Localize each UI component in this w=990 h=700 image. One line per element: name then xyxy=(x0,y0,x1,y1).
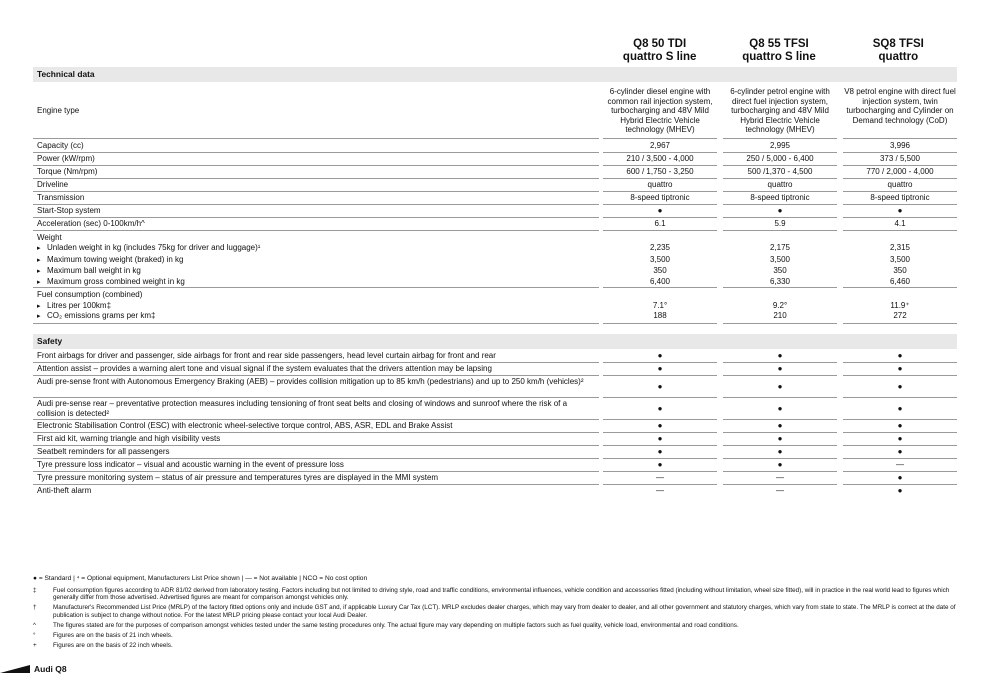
spec-value: 600 / 1,750 - 3,250 xyxy=(626,167,694,176)
spec-value: 6,400 xyxy=(649,277,671,286)
model-variant: quattro xyxy=(878,51,919,63)
footnote-text: Figures are on the basis of 21 inch wheels. xyxy=(53,631,173,639)
availability-mark: ● xyxy=(657,382,663,391)
availability-mark: ● xyxy=(657,364,663,373)
spec-value: 5.9 xyxy=(774,219,786,228)
spec-label: Start-Stop system xyxy=(37,206,101,215)
spec-row-acceleration xyxy=(33,219,957,231)
footnote-symbol: ‡ xyxy=(33,587,37,594)
footnote xyxy=(33,632,958,639)
safety-row-esc xyxy=(33,421,957,433)
spec-value: V8 petrol engine with direct fuel injection system, twin turbocharging and Cylinder on Demand technology (CoD) xyxy=(844,87,956,125)
spec-value: 2,175 xyxy=(769,243,791,252)
spec-value: 6,330 xyxy=(769,277,791,286)
availability-mark: ● xyxy=(657,404,663,413)
standard-dot: ● xyxy=(777,206,783,215)
footnote-symbol: † xyxy=(33,604,37,612)
availability-mark: ● xyxy=(657,447,663,456)
spec-label: Tyre pressure loss indicator – visual and acoustic warning in the event of pressure loss xyxy=(37,460,344,469)
spec-value: 6-cylinder petrol engine with direct fuel injection system, turbocharging and 48V Mild Hybrid Electric Vehicle technology (MHEV) xyxy=(730,87,830,135)
spec-label: Electronic Stabilisation Control (ESC) with electronic wheel-selective torque control, ABS, ASR, EDL and Brake Assist xyxy=(37,421,453,430)
availability-mark: ● xyxy=(897,486,903,495)
spec-value: 6,460 xyxy=(889,277,911,286)
footnote-text: Figures are on the basis of 22 inch wheels. xyxy=(53,641,173,649)
spec-value: 8-speed tiptronic xyxy=(630,193,690,202)
model-header-q8-50-tdi xyxy=(600,38,719,64)
availability-mark: ● xyxy=(657,351,663,360)
section-technical-data: Technical data xyxy=(33,67,957,82)
group-heading: Weight xyxy=(37,233,62,242)
footnote xyxy=(33,587,958,602)
brand-accent-bar xyxy=(0,665,30,673)
availability-mark: ● xyxy=(657,434,663,443)
spec-row-power xyxy=(33,154,957,166)
model-name: Q8 50 TDI xyxy=(633,38,687,50)
brand-footer: Audi Q8 xyxy=(34,664,67,674)
spec-value: 2,235 xyxy=(649,243,671,252)
spec-label: Power (kW/rpm) xyxy=(37,154,95,163)
spec-row-unladen-weight xyxy=(33,243,957,254)
availability-mark: ● xyxy=(897,364,903,373)
spec-label: ▸ Maximum ball weight in kg xyxy=(37,266,597,277)
standard-dot: ● xyxy=(897,206,903,215)
availability-mark: ● xyxy=(777,447,783,456)
availability-mark: ● xyxy=(897,351,903,360)
spec-row-start-stop xyxy=(33,206,957,218)
availability-mark: ● xyxy=(777,434,783,443)
spec-value: 350 xyxy=(773,266,787,275)
spec-value: 210 xyxy=(773,311,787,320)
spec-value: 350 xyxy=(653,266,667,275)
spec-value: 8-speed tiptronic xyxy=(750,193,810,202)
spec-value: 210 / 3,500 - 4,000 xyxy=(626,154,694,163)
spec-label: ▸ Maximum towing weight (braked) in kg xyxy=(37,255,597,266)
footnote xyxy=(33,642,958,649)
spec-value: 3,500 xyxy=(889,255,911,264)
spec-row-towing-weight xyxy=(33,255,957,266)
spec-row-transmission xyxy=(33,193,957,205)
spec-value: 272 xyxy=(893,311,907,320)
spec-value: 2,967 xyxy=(649,141,671,150)
spec-label: Front airbags for driver and passenger, side airbags for front and rear side passengers, head level curtain airbag for front and rear xyxy=(37,351,496,360)
model-variant: quattro S line xyxy=(742,51,816,63)
spec-row-ball-weight xyxy=(33,266,957,277)
spec-label: Driveline xyxy=(37,180,69,189)
availability-mark: ● xyxy=(897,434,903,443)
spec-value: 188 xyxy=(653,311,667,320)
spec-value: quattro xyxy=(767,180,793,189)
spec-value: 11.9⁺ xyxy=(890,301,910,310)
spec-label: Seatbelt reminders for all passengers xyxy=(37,447,170,456)
footnote xyxy=(33,604,958,619)
footnote-symbol: ° xyxy=(33,631,36,639)
spec-value: 2,995 xyxy=(769,141,791,150)
availability-mark: ● xyxy=(777,460,783,469)
spec-value: 9.2° xyxy=(772,301,788,310)
spec-value: 250 / 5,000 - 6,400 xyxy=(746,154,814,163)
safety-row-airbags xyxy=(33,351,957,363)
spec-row-gross-weight xyxy=(33,277,957,288)
availability-mark: ● xyxy=(657,460,663,469)
safety-row-tyre-pressure-monitoring xyxy=(33,473,957,485)
spec-label: ▸ Maximum gross combined weight in kg xyxy=(37,277,597,288)
footnote-symbol: ^ xyxy=(33,621,36,629)
spec-label: Acceleration (sec) 0-100km/h^ xyxy=(37,219,145,228)
spec-label: Engine type xyxy=(37,106,80,115)
spec-label: Tyre pressure monitoring system – status of air pressure and temperatures tyres are displayed in the MMI system xyxy=(37,473,439,482)
spec-label: Capacity (cc) xyxy=(37,141,84,150)
availability-mark: ● xyxy=(897,382,903,391)
spec-label: Transmission xyxy=(37,193,85,202)
symbol-legend: ● = Standard | ⁴ = Optional equipment, Manufacturers List Price shown | — = Not available | NCO = No cost option xyxy=(33,575,368,582)
spec-value: 8-speed tiptronic xyxy=(870,193,930,202)
availability-mark: ● xyxy=(777,421,783,430)
spec-value: 3,500 xyxy=(769,255,791,264)
spec-label: First aid kit, warning triangle and high visibility vests xyxy=(37,434,221,443)
availability-mark: ● xyxy=(897,447,903,456)
spec-row-co2-emissions xyxy=(33,311,957,322)
spec-row-torque xyxy=(33,167,957,179)
spec-row-engine-type xyxy=(33,87,957,139)
spec-value: 6-cylinder diesel engine with common rail injection system, turbocharging and 48V Mild Hybrid Electric Vehicle technology (MHEV) xyxy=(607,87,713,135)
availability-mark: ● xyxy=(777,364,783,373)
spec-label: ▸ Litres per 100km‡ xyxy=(37,301,597,312)
footnote-text: Fuel consumption figures according to ADR 81/02 derived from laboratory testing. Factors including but not limited to driving style, road and traffic conditions, environmental influences, vehicle condition and accessories fitted (including without limitation, wheel size fitted), will in practice in the real world lead to figures which generally differ from those advertised. Advertised figures are meant for comparison amongst vehicles only. xyxy=(53,587,950,602)
availability-mark: ● xyxy=(897,421,903,430)
availability-mark: ● xyxy=(777,382,783,391)
spec-value: 3,500 xyxy=(649,255,671,264)
safety-row-first-aid-kit xyxy=(33,434,957,446)
safety-row-tyre-pressure-loss xyxy=(33,460,957,472)
availability-mark: — xyxy=(656,473,664,482)
availability-mark: ● xyxy=(897,473,903,482)
spec-value: 500 /1,370 - 4,500 xyxy=(747,167,813,176)
spec-label: Audi pre-sense front with Autonomous Emergency Braking (AEB) – provides collision mitigation up to 85 km/h (pedestrians) and up to 250 km/h (vehicles)² xyxy=(37,377,584,386)
availability-mark: ● xyxy=(777,404,783,413)
availability-mark: — xyxy=(776,473,784,482)
safety-row-pre-sense-front xyxy=(33,377,957,398)
safety-row-attention-assist xyxy=(33,364,957,376)
group-heading: Fuel consumption (combined) xyxy=(37,290,143,299)
section-safety: Safety xyxy=(33,334,957,349)
spec-value: quattro xyxy=(647,180,673,189)
model-name: SQ8 TFSI xyxy=(872,38,924,50)
spec-value: 3,996 xyxy=(889,141,911,150)
spec-label: Anti-theft alarm xyxy=(37,486,92,495)
spec-label: Attention assist – provides a warning alert tone and visual signal if the system evaluates that the drivers attention may be lapsing xyxy=(37,364,492,373)
model-variant: quattro S line xyxy=(622,51,697,63)
spec-value: 4.1 xyxy=(894,219,906,228)
footnote-text: The figures stated are for the purposes of comparison amongst vehicles tested under the same testing procedures only. The actual figure may vary depending on multiple factors such as fuel quality, vehicle load, environmental and road conditions. xyxy=(53,621,739,629)
model-header-sq8-tfsi xyxy=(839,38,958,64)
spec-label: Audi pre-sense rear – preventative protection measures including tensioning of front seat belts and closing of windows and sunroof where the risk of a collision is detected² xyxy=(37,399,568,418)
footnote-symbol: + xyxy=(33,641,37,649)
spec-label: ▸ CO₂ emissions grams per km‡ xyxy=(37,311,597,322)
spec-value: 770 / 2,000 - 4,000 xyxy=(866,167,934,176)
spec-value: 6.1 xyxy=(654,219,666,228)
availability-mark: ● xyxy=(777,351,783,360)
availability-mark: — xyxy=(776,486,784,495)
availability-mark: ● xyxy=(657,421,663,430)
footnotes xyxy=(33,587,958,652)
spec-value: 7.1° xyxy=(652,301,668,310)
model-header-q8-55-tfsi xyxy=(719,38,838,64)
spec-value: 2,315 xyxy=(889,243,911,252)
footnote-text: Manufacturer's Recommended List Price (MRLP) of the factory fitted options only and include GST and, if applicable Luxury Car Tax (LCT). MRLP excludes dealer charges, which may vary from dealer to dealer, and all other government and statutory charges, which vary from state to state. The MRLP is correct at the date of publication is subject to change without notice. For the latest MRLP pricing please contact your local Audi Dealer. xyxy=(53,604,956,619)
availability-mark: — xyxy=(656,486,664,495)
spec-row-capacity xyxy=(33,141,957,153)
availability-mark: — xyxy=(896,460,904,469)
spec-label: Torque (Nm/rpm) xyxy=(37,167,98,176)
safety-row-pre-sense-rear xyxy=(33,399,957,420)
safety-row-seatbelt-reminders xyxy=(33,447,957,459)
model-name: Q8 55 TFSI xyxy=(749,38,809,50)
spec-value: quattro xyxy=(887,180,913,189)
availability-mark: ● xyxy=(897,404,903,413)
spec-row-driveline xyxy=(33,180,957,192)
spec-label: ▸ Unladen weight in kg (includes 75kg for driver and luggage)¹ xyxy=(37,243,597,254)
model-headers xyxy=(600,38,958,64)
safety-row-anti-theft-alarm xyxy=(33,486,957,498)
standard-dot: ● xyxy=(657,206,663,215)
spec-value: 350 xyxy=(893,266,907,275)
footnote xyxy=(33,622,958,629)
spec-value: 373 / 5,500 xyxy=(879,154,921,163)
